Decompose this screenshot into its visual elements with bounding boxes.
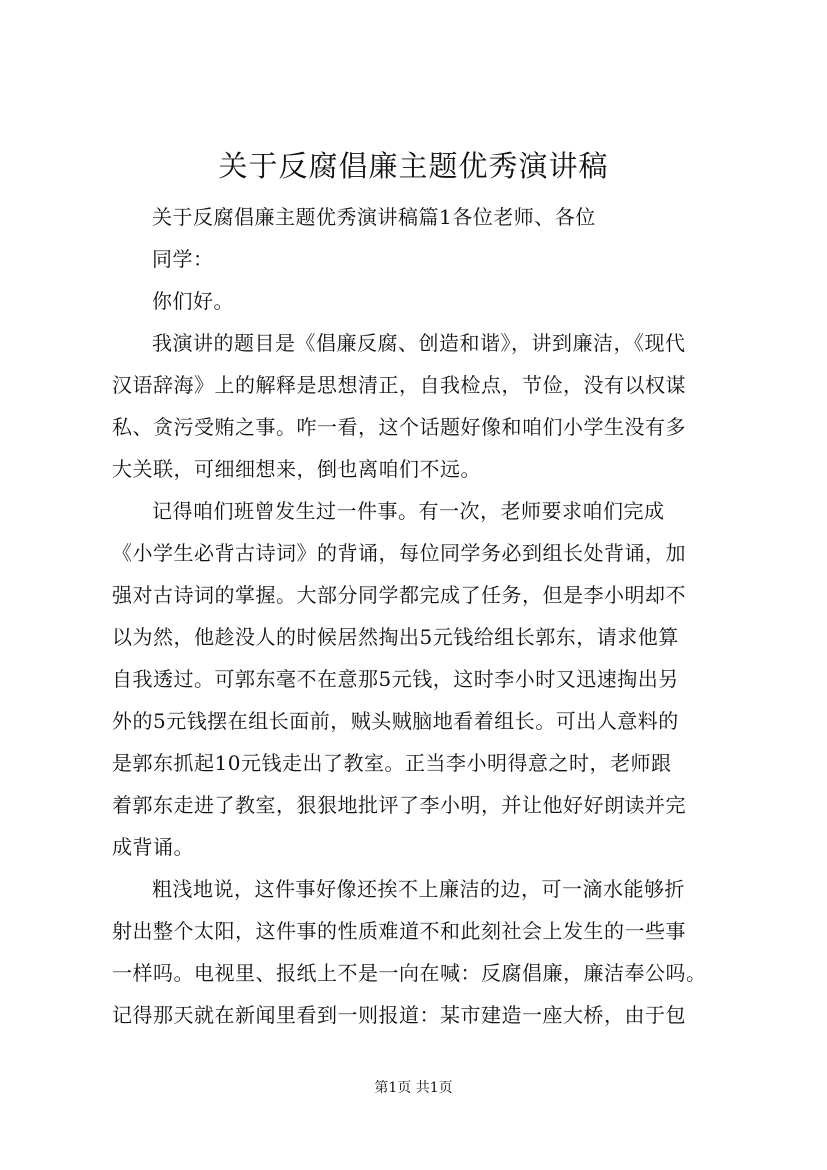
text-line: 我演讲的题目是《倡廉反腐、创造和谐》，讲到廉洁，《现代 <box>152 331 686 355</box>
text-line: 私、贪污受贿之事。咋一看，这个话题好像和咱们小学生没有多 <box>112 415 686 439</box>
text-line: 一样吗。电视里、报纸上不是一向在喊：反腐倡廉，廉洁奉公吗。 <box>112 961 707 985</box>
text-line: 同学： <box>152 247 214 271</box>
text-line: 以为然，他趁没人的时候居然掏出5元钱给组长郭东，请求他算 <box>112 625 679 649</box>
text-line: 记得那天就在新闻里看到一则报道：某市建造一座大桥，由于包 <box>112 1003 686 1027</box>
text-line: 成背诵。 <box>112 835 194 859</box>
text-line: 外的5元钱摆在组长面前，贼头贼脑地看着组长。可出人意料的 <box>112 709 679 733</box>
text-line: 《小学生必背古诗词》的背诵，每位同学务必到组长处背诵，加 <box>112 541 686 565</box>
text-line: 粗浅地说，这件事好像还挨不上廉洁的边，可一滴水能够折 <box>152 877 685 901</box>
text-line: 记得咱们班曾发生过一件事。有一次，老师要求咱们完成 <box>152 499 665 523</box>
document-title: 关于反腐倡廉主题优秀演讲稿 <box>218 149 609 183</box>
text-line: 关于反腐倡廉主题优秀演讲稿篇1各位老师、各位 <box>152 205 596 229</box>
text-line: 射出整个太阳，这件事的性质难道不和此刻社会上发生的一些事 <box>112 919 686 943</box>
text-line: 汉语辞海》上的解释是思想清正，自我检点，节俭，没有以权谋 <box>112 373 686 397</box>
text-line: 着郭东走进了教室，狠狠地批评了李小明，并让他好好朗读并完 <box>112 793 686 817</box>
text-line: 大关联，可细细想来，倒也离咱们不远。 <box>112 457 481 481</box>
text-line: 是郭东抓起10元钱走出了教室。正当李小明得意之时，老师跟 <box>112 751 672 775</box>
document-body <box>112 196 724 1036</box>
page-footer: 第1页 共1页 <box>374 1080 453 1096</box>
text-line: 强对古诗词的掌握。大部分同学都完成了任务，但是李小明却不 <box>112 583 686 607</box>
text-line: 你们好。 <box>152 289 234 313</box>
text-line: 自我透过。可郭东毫不在意那5元钱，这时李小时又迅速掏出另 <box>112 667 679 691</box>
